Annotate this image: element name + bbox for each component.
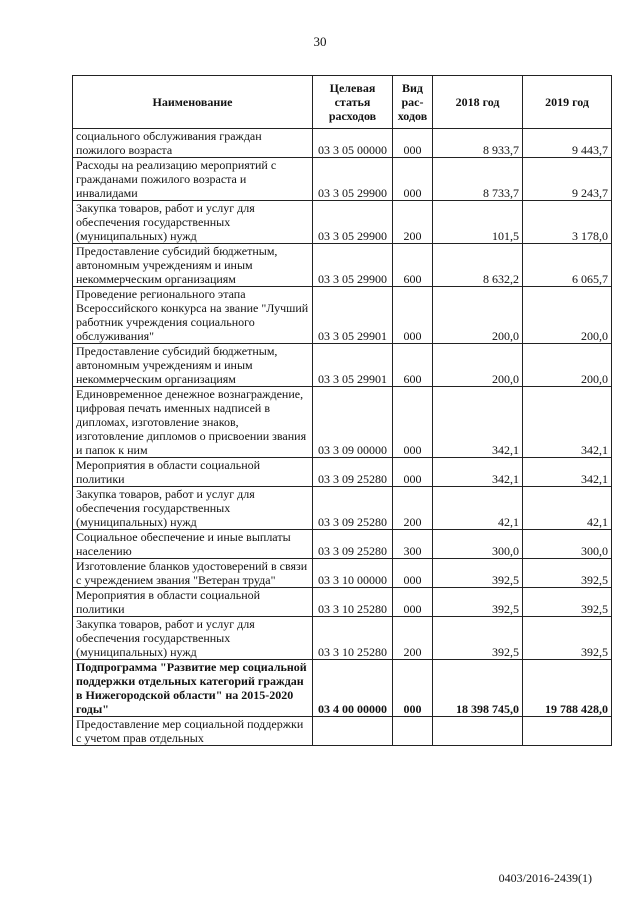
cell-target-article: 03 3 09 25280 bbox=[313, 530, 393, 559]
cell-year-2019: 300,0 bbox=[523, 530, 612, 559]
cell-year-2018: 392,5 bbox=[433, 588, 523, 617]
cell-target-article: 03 4 00 00000 bbox=[313, 660, 393, 717]
cell-expense-type: 000 bbox=[393, 287, 433, 344]
cell-year-2019: 9 243,7 bbox=[523, 158, 612, 201]
cell-year-2018: 18 398 745,0 bbox=[433, 660, 523, 717]
table-row bbox=[73, 387, 612, 458]
cell-year-2018: 200,0 bbox=[433, 344, 523, 387]
cell-target-article bbox=[313, 717, 393, 746]
cell-expense-type: 200 bbox=[393, 617, 433, 660]
cell-expense-type: 000 bbox=[393, 660, 433, 717]
cell-year-2018: 342,1 bbox=[433, 387, 523, 458]
cell-name: Закупка товаров, работ и услуг для обеспечения государственных (муниципальных) нужд bbox=[73, 487, 313, 530]
cell-name: Закупка товаров, работ и услуг для обеспечения государственных (муниципальных) нужд bbox=[73, 201, 313, 244]
cell-year-2018: 8 733,7 bbox=[433, 158, 523, 201]
cell-target-article: 03 3 09 00000 bbox=[313, 387, 393, 458]
cell-expense-type: 000 bbox=[393, 588, 433, 617]
table-body bbox=[73, 129, 612, 746]
cell-expense-type: 300 bbox=[393, 530, 433, 559]
cell-name: социального обслуживания граждан пожилого возраста bbox=[73, 129, 313, 158]
cell-target-article: 03 3 05 29901 bbox=[313, 287, 393, 344]
cell-year-2019: 342,1 bbox=[523, 458, 612, 487]
header-name: Наименование bbox=[73, 76, 313, 129]
table-row bbox=[73, 129, 612, 158]
cell-name: Социальное обеспечение и иные выплаты населению bbox=[73, 530, 313, 559]
table-row bbox=[73, 530, 612, 559]
cell-expense-type: 000 bbox=[393, 387, 433, 458]
cell-name: Предоставление мер социальной поддержки с учетом прав отдельных bbox=[73, 717, 313, 746]
cell-year-2018: 200,0 bbox=[433, 287, 523, 344]
cell-name: Предоставление субсидий бюджетным, автономным учреждениям и иным некоммерческим организациям bbox=[73, 344, 313, 387]
document-code: 0403/2016-2439(1) bbox=[498, 871, 592, 885]
cell-target-article: 03 3 09 25280 bbox=[313, 458, 393, 487]
cell-name: Закупка товаров, работ и услуг для обеспечения государственных (муниципальных) нужд bbox=[73, 617, 313, 660]
table-row bbox=[73, 158, 612, 201]
cell-year-2018: 101,5 bbox=[433, 201, 523, 244]
cell-target-article: 03 3 05 00000 bbox=[313, 129, 393, 158]
cell-name: Расходы на реализацию мероприятий с гражданами пожилого возраста и инвалидами bbox=[73, 158, 313, 201]
cell-year-2018: 42,1 bbox=[433, 487, 523, 530]
cell-target-article: 03 3 10 00000 bbox=[313, 559, 393, 588]
cell-expense-type: 000 bbox=[393, 158, 433, 201]
table-row bbox=[73, 717, 612, 746]
cell-year-2019: 19 788 428,0 bbox=[523, 660, 612, 717]
cell-year-2019: 3 178,0 bbox=[523, 201, 612, 244]
cell-name: Изготовление бланков удостоверений в связи с учреждением звания "Ветеран труда" bbox=[73, 559, 313, 588]
cell-year-2018: 8 632,2 bbox=[433, 244, 523, 287]
page-number: 30 bbox=[313, 34, 327, 49]
table-row bbox=[73, 287, 612, 344]
table-row bbox=[73, 487, 612, 530]
header-target-article: Целевая статья расходов bbox=[313, 76, 393, 129]
cell-expense-type: 000 bbox=[393, 129, 433, 158]
cell-target-article: 03 3 10 25280 bbox=[313, 617, 393, 660]
cell-year-2018: 392,5 bbox=[433, 559, 523, 588]
cell-expense-type: 000 bbox=[393, 559, 433, 588]
cell-name: Проведение регионального этапа Всероссийского конкурса на звание "Лучший работник учреждения социального обслуживания" bbox=[73, 287, 313, 344]
header-expense-type: Вид рас-ходов bbox=[393, 76, 433, 129]
cell-name: Мероприятия в области социальной политики bbox=[73, 588, 313, 617]
table-row bbox=[73, 201, 612, 244]
cell-expense-type: 200 bbox=[393, 487, 433, 530]
header-year-2018: 2018 год bbox=[433, 76, 523, 129]
cell-name: Мероприятия в области социальной политики bbox=[73, 458, 313, 487]
table-row bbox=[73, 617, 612, 660]
cell-name: Подпрограмма "Развитие мер социальной поддержки отдельных категорий граждан в Нижегородской области" на 2015-2020 годы" bbox=[73, 660, 313, 717]
cell-year-2019: 392,5 bbox=[523, 588, 612, 617]
table-row bbox=[73, 244, 612, 287]
cell-target-article: 03 3 09 25280 bbox=[313, 487, 393, 530]
cell-year-2019: 392,5 bbox=[523, 617, 612, 660]
cell-name: Единовременное денежное вознаграждение, цифровая печать именных надписей в дипломах, изготовление знаков, изготовление дипломов о присвоении звания и папок к ним bbox=[73, 387, 313, 458]
cell-year-2018: 300,0 bbox=[433, 530, 523, 559]
cell-expense-type: 600 bbox=[393, 344, 433, 387]
cell-target-article: 03 3 05 29901 bbox=[313, 344, 393, 387]
cell-year-2019 bbox=[523, 717, 612, 746]
header-year-2019: 2019 год bbox=[523, 76, 612, 129]
cell-year-2019: 200,0 bbox=[523, 344, 612, 387]
table-row bbox=[73, 588, 612, 617]
cell-target-article: 03 3 10 25280 bbox=[313, 588, 393, 617]
cell-target-article: 03 3 05 29900 bbox=[313, 158, 393, 201]
cell-year-2018: 392,5 bbox=[433, 617, 523, 660]
cell-year-2018: 8 933,7 bbox=[433, 129, 523, 158]
cell-target-article: 03 3 05 29900 bbox=[313, 201, 393, 244]
cell-expense-type: 200 bbox=[393, 201, 433, 244]
table-row bbox=[73, 458, 612, 487]
cell-year-2019: 6 065,7 bbox=[523, 244, 612, 287]
cell-year-2019: 200,0 bbox=[523, 287, 612, 344]
table-header-row bbox=[73, 76, 612, 129]
cell-year-2018 bbox=[433, 717, 523, 746]
cell-year-2019: 392,5 bbox=[523, 559, 612, 588]
cell-expense-type: 600 bbox=[393, 244, 433, 287]
cell-name: Предоставление субсидий бюджетным, автономным учреждениям и иным некоммерческим организациям bbox=[73, 244, 313, 287]
cell-expense-type bbox=[393, 717, 433, 746]
cell-year-2019: 342,1 bbox=[523, 387, 612, 458]
cell-target-article: 03 3 05 29900 bbox=[313, 244, 393, 287]
cell-year-2019: 9 443,7 bbox=[523, 129, 612, 158]
budget-table bbox=[72, 75, 612, 746]
cell-year-2019: 42,1 bbox=[523, 487, 612, 530]
table-row bbox=[73, 344, 612, 387]
table-row bbox=[73, 559, 612, 588]
cell-expense-type: 000 bbox=[393, 458, 433, 487]
cell-year-2018: 342,1 bbox=[433, 458, 523, 487]
table-row bbox=[73, 660, 612, 717]
